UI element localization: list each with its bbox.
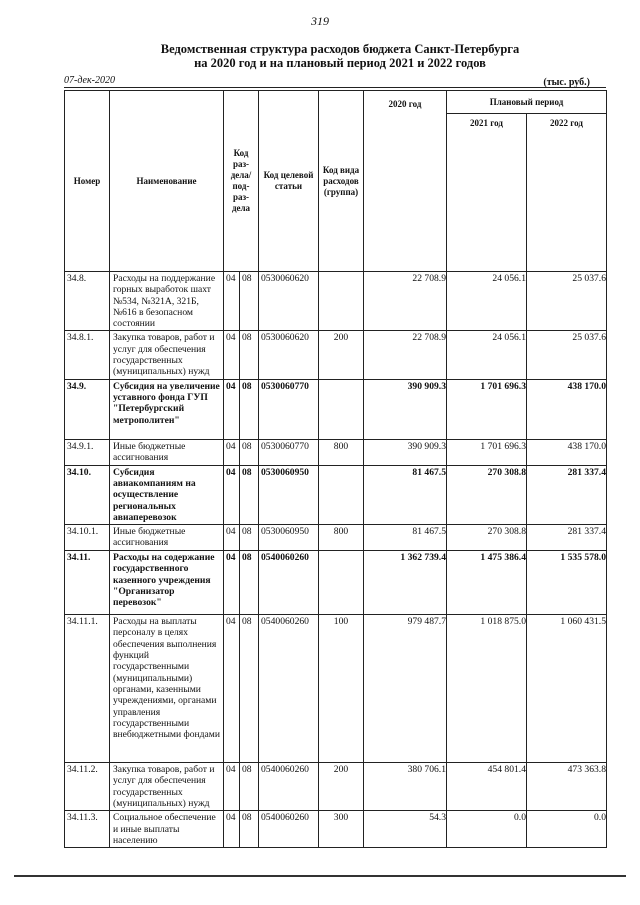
row-vid-code: 100 [319,615,364,763]
row-value-2021: 270 308.8 [447,465,527,524]
table-row [65,763,607,811]
row-value-2020: 54.3 [364,811,447,848]
row-vid-code: 300 [319,811,364,848]
row-podrazdel: 08 [240,811,259,848]
row-podrazdel: 08 [240,331,259,379]
row-value-2021: 454 801.4 [447,763,527,811]
row-value-2021: 1 018 875.0 [447,615,527,763]
row-value-2020: 390 909.3 [364,379,447,439]
row-target-code: 0540060260 [259,615,319,763]
row-vid-code [319,272,364,331]
row-number: 34.11. [65,551,110,615]
row-podrazdel: 08 [240,615,259,763]
row-name: Расходы на выплаты персоналу в целях обеспечения выполнения функций государственными (муниципальными) органами, казенными учреждениями, органами управления государственными внебюджетными фондами [110,615,224,763]
row-name: Закупка товаров, работ и услуг для обеспечения государственных (муниципальных) нужд [110,763,224,811]
row-podrazdel: 08 [240,272,259,331]
row-value-2020: 390 909.3 [364,439,447,465]
row-razdel: 04 [224,272,240,331]
table-row [65,811,607,848]
row-value-2022: 281 337.4 [527,525,607,551]
row-number: 34.10.1. [65,525,110,551]
col-2020-header: 2020 год [364,91,447,272]
row-number: 34.9. [65,379,110,439]
units-label: (тыс. руб.) [543,77,590,88]
row-value-2021: 1 475 386.4 [447,551,527,615]
footer-rule [14,875,626,877]
row-number: 34.11.3. [65,811,110,848]
row-value-2020: 81 467.5 [364,525,447,551]
row-value-2022: 473 363.8 [527,763,607,811]
row-number: 34.10. [65,465,110,524]
row-value-2020: 81 467.5 [364,465,447,524]
col-razdel-header: Код раз- дела/ под- раз- дела [224,91,259,272]
row-vid-code: 800 [319,525,364,551]
row-razdel: 04 [224,811,240,848]
row-value-2022: 25 037.6 [527,272,607,331]
row-vid-code: 200 [319,763,364,811]
row-value-2021: 24 056.1 [447,331,527,379]
row-vid-code [319,551,364,615]
table-row [65,272,607,331]
row-number: 34.8. [65,272,110,331]
row-value-2021: 1 701 696.3 [447,379,527,439]
table-row [65,615,607,763]
row-podrazdel: 08 [240,379,259,439]
header-rule [64,87,606,88]
row-razdel: 04 [224,465,240,524]
row-value-2022: 1 535 578.0 [527,551,607,615]
row-name: Субсидия авиакомпаниям на осуществление региональных авиаперевозок [110,465,224,524]
row-vid-code [319,379,364,439]
row-target-code: 0530060770 [259,439,319,465]
row-target-code: 0530060770 [259,379,319,439]
document-title [90,42,590,70]
row-podrazdel: 08 [240,551,259,615]
row-value-2022: 281 337.4 [527,465,607,524]
col-target-header: Код целевой статьи [259,91,319,272]
col-2022-header: 2022 год [527,114,607,272]
row-value-2020: 22 708.9 [364,272,447,331]
row-target-code: 0530060950 [259,465,319,524]
table-body [65,272,607,848]
row-razdel: 04 [224,615,240,763]
header-row-1 [65,91,607,114]
row-razdel: 04 [224,551,240,615]
row-value-2020: 1 362 739.4 [364,551,447,615]
row-name: Закупка товаров, работ и услуг для обеспечения государственных (муниципальных) нужд [110,331,224,379]
table-row [65,465,607,524]
table-row [65,439,607,465]
row-value-2020: 22 708.9 [364,331,447,379]
col-2021-header: 2021 год [447,114,527,272]
row-target-code: 0530060620 [259,272,319,331]
title-line-2: на 2020 год и на плановый период 2021 и 2022 годов [194,56,486,70]
row-value-2021: 0.0 [447,811,527,848]
col-vid-header: Код вида расходов (группа) [319,91,364,272]
row-razdel: 04 [224,763,240,811]
table-row [65,379,607,439]
row-target-code: 0540060260 [259,551,319,615]
title-line-1: Ведомственная структура расходов бюджета Санкт-Петербурга [160,42,520,56]
row-value-2022: 1 060 431.5 [527,615,607,763]
row-target-code: 0530060950 [259,525,319,551]
row-name: Расходы на поддержание горных выработок шахт №534, №321А, 321Б, №616 в безопасном состоянии [110,272,224,331]
row-value-2022: 438 170.0 [527,379,607,439]
table-row [65,551,607,615]
row-target-code: 0530060620 [259,331,319,379]
table-row [65,525,607,551]
row-podrazdel: 08 [240,465,259,524]
row-name: Иные бюджетные ассигнования [110,439,224,465]
row-vid-code [319,465,364,524]
row-podrazdel: 08 [240,763,259,811]
row-number: 34.11.2. [65,763,110,811]
row-value-2021: 1 701 696.3 [447,439,527,465]
row-value-2022: 438 170.0 [527,439,607,465]
budget-table [64,90,607,848]
row-vid-code: 200 [319,331,364,379]
page-number: 319 [311,14,329,28]
row-razdel: 04 [224,379,240,439]
row-name: Расходы на содержание государственного казенного учреждения "Организатор перевозок" [110,551,224,615]
row-name: Иные бюджетные ассигнования [110,525,224,551]
row-value-2020: 380 706.1 [364,763,447,811]
row-number: 34.9.1. [65,439,110,465]
row-name: Социальное обеспечение и иные выплаты населению [110,811,224,848]
row-value-2022: 0.0 [527,811,607,848]
row-razdel: 04 [224,525,240,551]
row-number: 34.11.1. [65,615,110,763]
row-razdel: 04 [224,439,240,465]
row-value-2021: 24 056.1 [447,272,527,331]
row-number: 34.8.1. [65,331,110,379]
row-value-2020: 979 487.7 [364,615,447,763]
row-vid-code: 800 [319,439,364,465]
planned-period-header: Плановый период [447,91,607,114]
col-number-header: Номер [65,91,110,272]
table-row [65,331,607,379]
row-razdel: 04 [224,331,240,379]
row-value-2022: 25 037.6 [527,331,607,379]
row-name: Субсидия на увеличение уставного фонда ГУП "Петербургский метрополитен" [110,379,224,439]
row-target-code: 0540060260 [259,763,319,811]
document-date: 07-дек-2020 [64,75,115,86]
row-value-2021: 270 308.8 [447,525,527,551]
row-target-code: 0540060260 [259,811,319,848]
row-podrazdel: 08 [240,525,259,551]
col-name-header: Наименование [110,91,224,272]
row-podrazdel: 08 [240,439,259,465]
